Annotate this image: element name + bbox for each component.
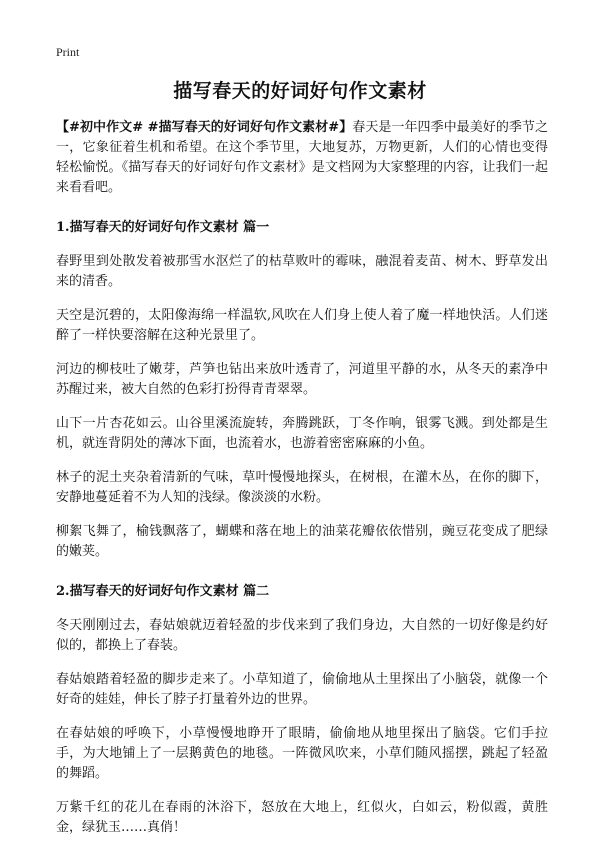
intro-text: 春天是一年四季中最美好的季节之一，它象征着生机和希望。在这个季节里，大地复苏，万物更新，人们的心情也变得轻松愉悦。《描写春天的好词好句作文素材》是文档网为大家整理的内容，让我们一起来看看吧。 [56,120,548,195]
section-paragraph: 河边的柳枝吐了嫩芽，芦笋也钻出来放叶透青了，河道里平静的水，从冬天的素净中苏醒过来，被大自然的色彩打扮得青青翠翠。 [56,362,548,397]
section-paragraph: 春姑娘踏着轻盈的脚步走来了。小草知道了，偷偷地从土里探出了小脑袋，就像一个好奇的娃娃，伸长了脖子打量着外边的世界。 [56,672,548,707]
section-paragraph: 林子的泥土夹杂着清新的气味，草叶慢慢地探头，在树根，在灌木丛，在你的脚下，安静地蔓延着不为人知的浅绿。像淡淡的水粉。 [56,470,548,505]
section-paragraph: 山下一片杏花如云。山谷里溪流旋转，奔腾跳跃，丁冬作响，银雾飞溅。到处都是生机，就连背阴处的薄冰下面，也流着水，也游着密密麻麻的小鱼。 [56,416,548,451]
section-paragraph: 在春姑娘的呼唤下，小草慢慢地睁开了眼睛，偷偷地从地里探出了脑袋。它们手拉手，为大地铺上了一层鹅黄色的地毯。一阵微风吹来，小草们随风摇摆，跳起了轻盈的舞蹈。 [56,726,548,781]
print-label: Print [56,45,80,59]
document-body [56,118,548,852]
section-paragraph: 万紫千红的花儿在春雨的沐浴下，怒放在大地上，红似火，白如云，粉似霞，黄胜金，绿犹玉……真俏！ [56,800,548,835]
section-paragraph: 柳絮飞舞了，榆钱飘落了，蝴蝶和落在地上的油菜花瓣依依惜别，豌豆花变成了肥绿的嫩荚。 [56,524,548,559]
section-heading: 2.描写春天的好词好句作文素材 篇二 [56,584,270,599]
section-paragraph: 春野里到处散发着被那雪水沤烂了的枯草败叶的霉味，融混着麦苗、树木、野草发出来的清香。 [56,254,548,289]
page-title: 描写春天的好词好句作文素材 [173,80,427,102]
section-heading: 1.描写春天的好词好句作文素材 篇一 [56,220,270,235]
section-1 [56,218,548,562]
section-paragraph: 冬天刚刚过去，春姑娘就迈着轻盈的步伐来到了我们身边，大自然的一切好像是约好似的，都换上了春装。 [56,618,548,653]
intro-paragraph [56,118,548,198]
section-paragraph: 天空是沉碧的，太阳像海绵一样温软,风吹在人们身上使人着了魔一样地快活。人们迷醉了一样快要溶解在这种光景里了。 [56,308,548,343]
section-2 [56,582,548,838]
intro-tags: 【#初中作文# #描写春天的好词好句作文素材#】 [56,120,353,135]
